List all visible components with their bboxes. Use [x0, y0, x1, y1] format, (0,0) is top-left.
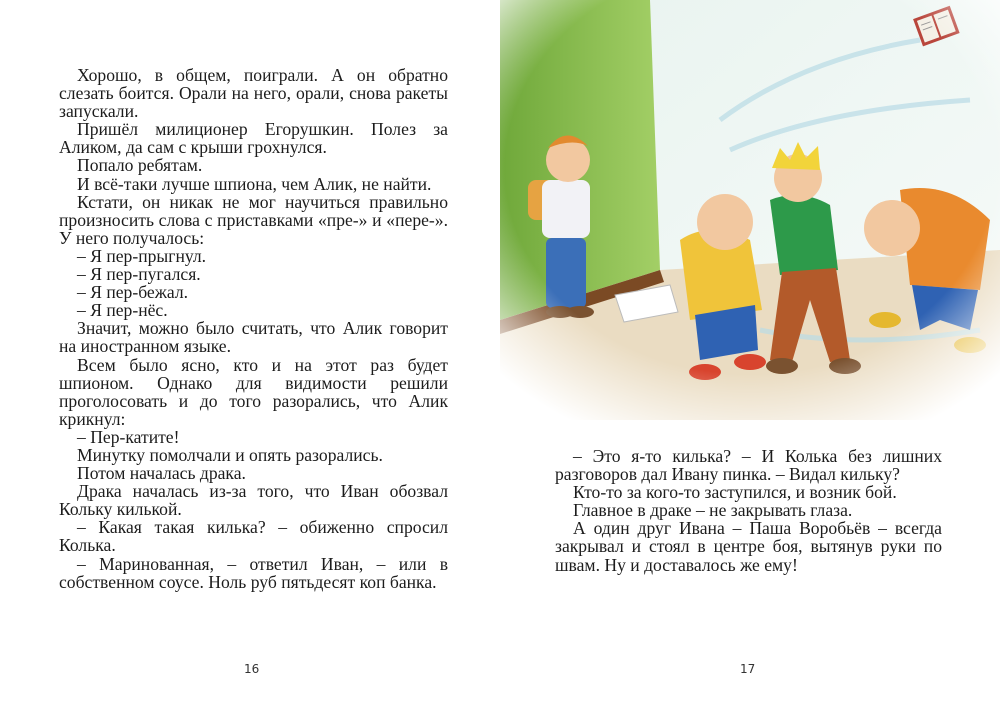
paragraph: Всем было ясно, кто и на этот раз будет шпионом. Однако для видимости решили проголосовать и до того разорались, что Алик крикнул: — [59, 354, 448, 429]
paragraph: Драка началась из-за того, что Иван обозвал Кольку килькой. — [59, 481, 448, 520]
paragraph: И всё-таки лучше шпиона, чем Алик, не найти. — [77, 173, 432, 194]
paragraph: А один друг Ивана – Паша Воробьёв – всегда закрывал и стоял в центре боя, вытянув руки по швам. Ну и доставалось же ему! — [555, 518, 942, 575]
paragraph: Пришёл милиционер Егорушкин. Полез за Аликом, да сам с крыши грохнулся. — [59, 119, 448, 158]
paragraph: Попало ребятам. — [77, 155, 203, 176]
paragraph: Минутку помолчали и опять разорались. — [77, 444, 383, 465]
paragraph: Кто-то за кого-то заступился, и возник бой. — [573, 482, 897, 503]
dialogue-line: – Я пер-нёс. — [77, 300, 168, 321]
paragraph: Значит, можно было считать, что Алик говорит на иностранном языке. — [59, 318, 448, 357]
fight-illustration — [500, 0, 1000, 420]
dialogue-line: – Я пер-пугался. — [77, 264, 201, 285]
paragraph: Кстати, он никак не мог научиться правильно произносить слова с приставками «пре-» и «пере-». У него получалось: — [59, 191, 448, 248]
dialogue-line: – Маринованная, – ответил Иван, – или в собственном соусе. Ноль руб пятьдесят коп банка. — [59, 553, 448, 592]
paragraph: Потом началась драка. — [77, 463, 246, 484]
right-text-column — [555, 447, 942, 574]
page-number-right: 17 — [740, 662, 756, 676]
page-number-left: 16 — [244, 662, 260, 676]
dialogue-line: – Это я-то килька? – И Колька без лишних разговоров дал Ивану пинка. – Видал кильку? — [555, 446, 942, 485]
paragraph: Хорошо, в общем, поиграли. А он обратно слезать боится. Орали на него, орали, снова ракеты запускали. — [59, 65, 448, 122]
left-text-column — [59, 66, 448, 591]
dialogue-line: – Я пер-прыгнул. — [77, 245, 207, 266]
dialogue-line: – Пер-катите! — [77, 426, 180, 447]
dialogue-line: – Я пер-бежал. — [77, 282, 189, 303]
dialogue-line: – Какая такая килька? – обиженно спросил Колька. — [59, 517, 448, 556]
paragraph: Главное в драке – не закрывать глаза. — [573, 500, 853, 521]
edge-fade — [500, 0, 1000, 420]
